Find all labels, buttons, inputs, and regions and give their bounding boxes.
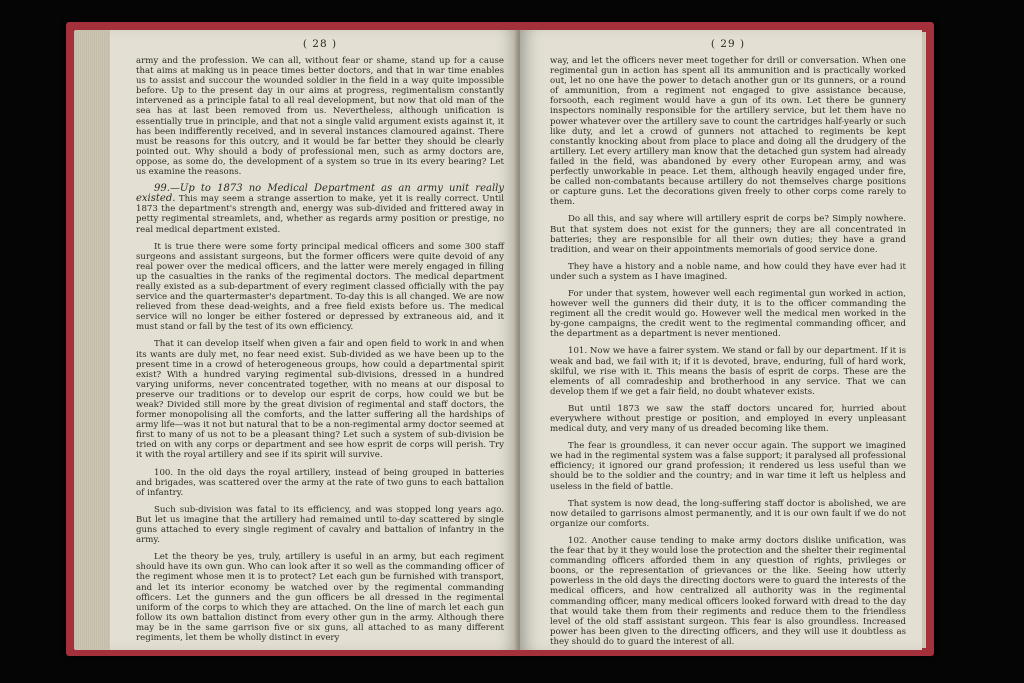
page-number: ( 29 ) — [710, 38, 746, 50]
paragraph: way, and let the officers never meet together for drill or conversation. When one regimental gun in action has spent all its ammunition and is practically worked out, let no one have the power to detach another gun or its gunners, or a round of ammunition, from a regiment not engaged to give assistance because, forsooth, each regiment would have a gun of its own. Let there be gunnery inspectors nominally responsible for the artillery service, but let them have no power whatever over the artillery save to count the cartridges half-yearly or such like duty, and let a crowd of gunners not attached to regiments be kept constantly knocking about from place to place and doing all the drudgery of the artillery. Let every artillery man know that the detached gun system had already failed in the field, was abandoned by every other European army, and was perfectly unworkable in peace. Let them, although heavily engaged under fire, be called non-combatants because artillery do not themselves charge positions or capture guns. Let the decorations given freely to other corps come rarely to them. — [550, 56, 906, 208]
paragraph: Let the theory be yes, truly, artillery is useful in an army, but each regiment should have its own gun. Who can look after it so well as the commanding officer of the regiment whose men it is to protect? Let each gun be furnished with transport, and let its interior economy be watched over by the regimental commanding officers. Let the gunners and the gun officers be all dressed in the regimental uniform of the corps to which they are attached. On the line of march let each gun follow its own battalion distinct from every other gun in the army. Although there may be in the same garrison five or six guns, all attached to as many different regiments, let them be wholly distinct in every — [136, 552, 504, 643]
left-page — [110, 30, 518, 650]
paragraph: For under that system, however well each regimental gun worked in action, however well the gunners did their duty, it is to the officer commanding the regiment all the credit would go. However well the medical men worked in the by-gone campaigns, the credit went to the regimental commanding officer, and the department as a department is never mentioned. — [550, 288, 906, 340]
paragraph: 101. Now we have a fairer system. We stand or fall by our department. If it is weak and bad, we fail with it; if it is devoted, brave, enduring, full of hard work, skilful, we rise with it. This means the basis of esprit de corps. These are the elements of all comradeship and brotherhood in any service. That we can develop them if we get a fair field, no doubt whatever exists. — [550, 346, 906, 397]
paragraph: But until 1873 we saw the staff doctors uncared for, hurried about everywhere without prestige or position, and employed in every unpleasant medical duty, and very many of us dreaded becoming like them. — [550, 403, 906, 435]
paragraph: army and the profession. We can all, without fear or shame, stand up for a cause that aims at making us in peace times better doctors, and that in war time enables us to assist and succour the wounded soldier in the field in a way quite impossible before. Up to the present day in our aims at progress, regimentalism constantly intervened as a principle fatal to all real development, but now that old man of the sea has at last been removed from us. Nevertheless, although unification is essentially true in principle, and that not a single valid argument exists against it, it has been indifferently received, and in several instances clamoured against. There must be reasons for this outcry, and it would be far better they should be clearly pointed out. Why should a body of professional men, such as army doctors are, oppose, as some do, the development of a system so true in its every bearing? Let us examine the reasons. — [136, 56, 504, 178]
section-body: This may seem a strange assertion to make, yet it is really correct. Until 1873 the department's strength and, energy was sub-divided and frittered away in petty regimental streamlets, and, whether as regards army position or prestige, no real medical department existed. — [136, 194, 504, 235]
section-99 — [136, 184, 504, 234]
paragraph: That system is now dead, the long-suffering staff doctor is abolished, we are now detailed to garrisons almost permanently, and it is our own fault if we do not organize our comforts. — [550, 498, 906, 529]
paragraph: Do all this, and say where will artillery esprit de corps be? Simply nowhere. But that system does not exist for the gunners; they are all concentrated in batteries; they are responsible for all their own duties; they have a grand tradition, and wear on their appointments memorials of good service done. — [550, 214, 906, 255]
paragraph: The fear is groundless, it can never occur again. The support we imagined we had in the regimental system was a false support; it paralysed all professional efficiency; it ignored our grand profession; it rendered us less useful than we should be to the soldier and the country; and in war time it left us helpless and useless in the field of battle. — [550, 441, 906, 492]
paragraph: 102. Another cause tending to make army doctors dislike unification, was the fear that by it they would lose the protection and the shelter their regimental commanding officers afforded them in any question of rights, privileges or boons, or the representation of grievances or the like. Seeing how utterly powerless in the old days the directing doctors were to guard the interests of the medical officers, and how centralized all authority was in the regimental commanding officer, many medical officers looked forward with dread to the day that would take them from their regiments and reduce them to the friendless level of the old staff assistant surgeon. This fear is also groundless. Increased power has been given to the directing officers, and they will use it doubtless as they should do to guard the interest of all. — [550, 535, 906, 647]
paragraph: Such sub-division was fatal to its efficiency, and was stopped long years ago. But let us imagine that the artillery had remained until to-day scattered by single guns attached to every single regiment of cavalry and battalion of infantry in the army. — [136, 504, 504, 546]
paragraph: That it can develop itself when given a fair and open field to work in and when its wants are duly met, no fear need exist. Sub-divided as we have been up to the present time in a crowd of heterogeneous groups, how could a departmental spirit exist? With a hundred varying regimental sub-divisions, dressed in a hundred varying uniforms, never concentrated together, with no means at our disposal to preserve our traditions or to develop our esprit de corps, how could we but be weak? Divided still more by the great division of regimental and staff doctors, the former monopolising all the comforts, and the latter suffering all the hardships of army life—was it not but natural that to be a non-regimental army doctor seemed at first to many of us not to be a pleasant thing? Let such a system of sub-division be tried on with any corps or department and see how esprit de corps will perish. Try it with the royal artillery and see if its spirit will survive. — [136, 339, 504, 461]
paragraph: It is true there were some forty principal medical officers and some 300 staff surgeons and assistant surgeons, but the former officers were quite devoid of any real power over the medical officers, and the latter were merely engaged in filling up the casualties in the ranks of the regimental doctors. The medical department really existed as a sub-department of every regiment classed officially with the pay service and the quartermaster's department. To-day this is all changed. We are now relieved from these dead-weights, and a free field exists before us. The medical service will no longer be either fostered or depressed by extraneous aid, and it must stand or fall by the test of its own efficiency. — [136, 241, 504, 333]
paragraph: They have a history and a noble name, and how could they have ever had it under such a system as I have imagined. — [550, 261, 906, 282]
paragraph: 100. In the old days the royal artillery, instead of being grouped in batteries and brigades, was scattered over the army at the rate of two guns to each battalion of infantry. — [136, 467, 504, 498]
right-page — [520, 30, 922, 650]
page-number: ( 28 ) — [302, 38, 338, 50]
page-edges-left — [74, 30, 114, 650]
section-heading: 99.—Up to 1873 no Medical Department as an army unit really existed. — [136, 183, 504, 205]
